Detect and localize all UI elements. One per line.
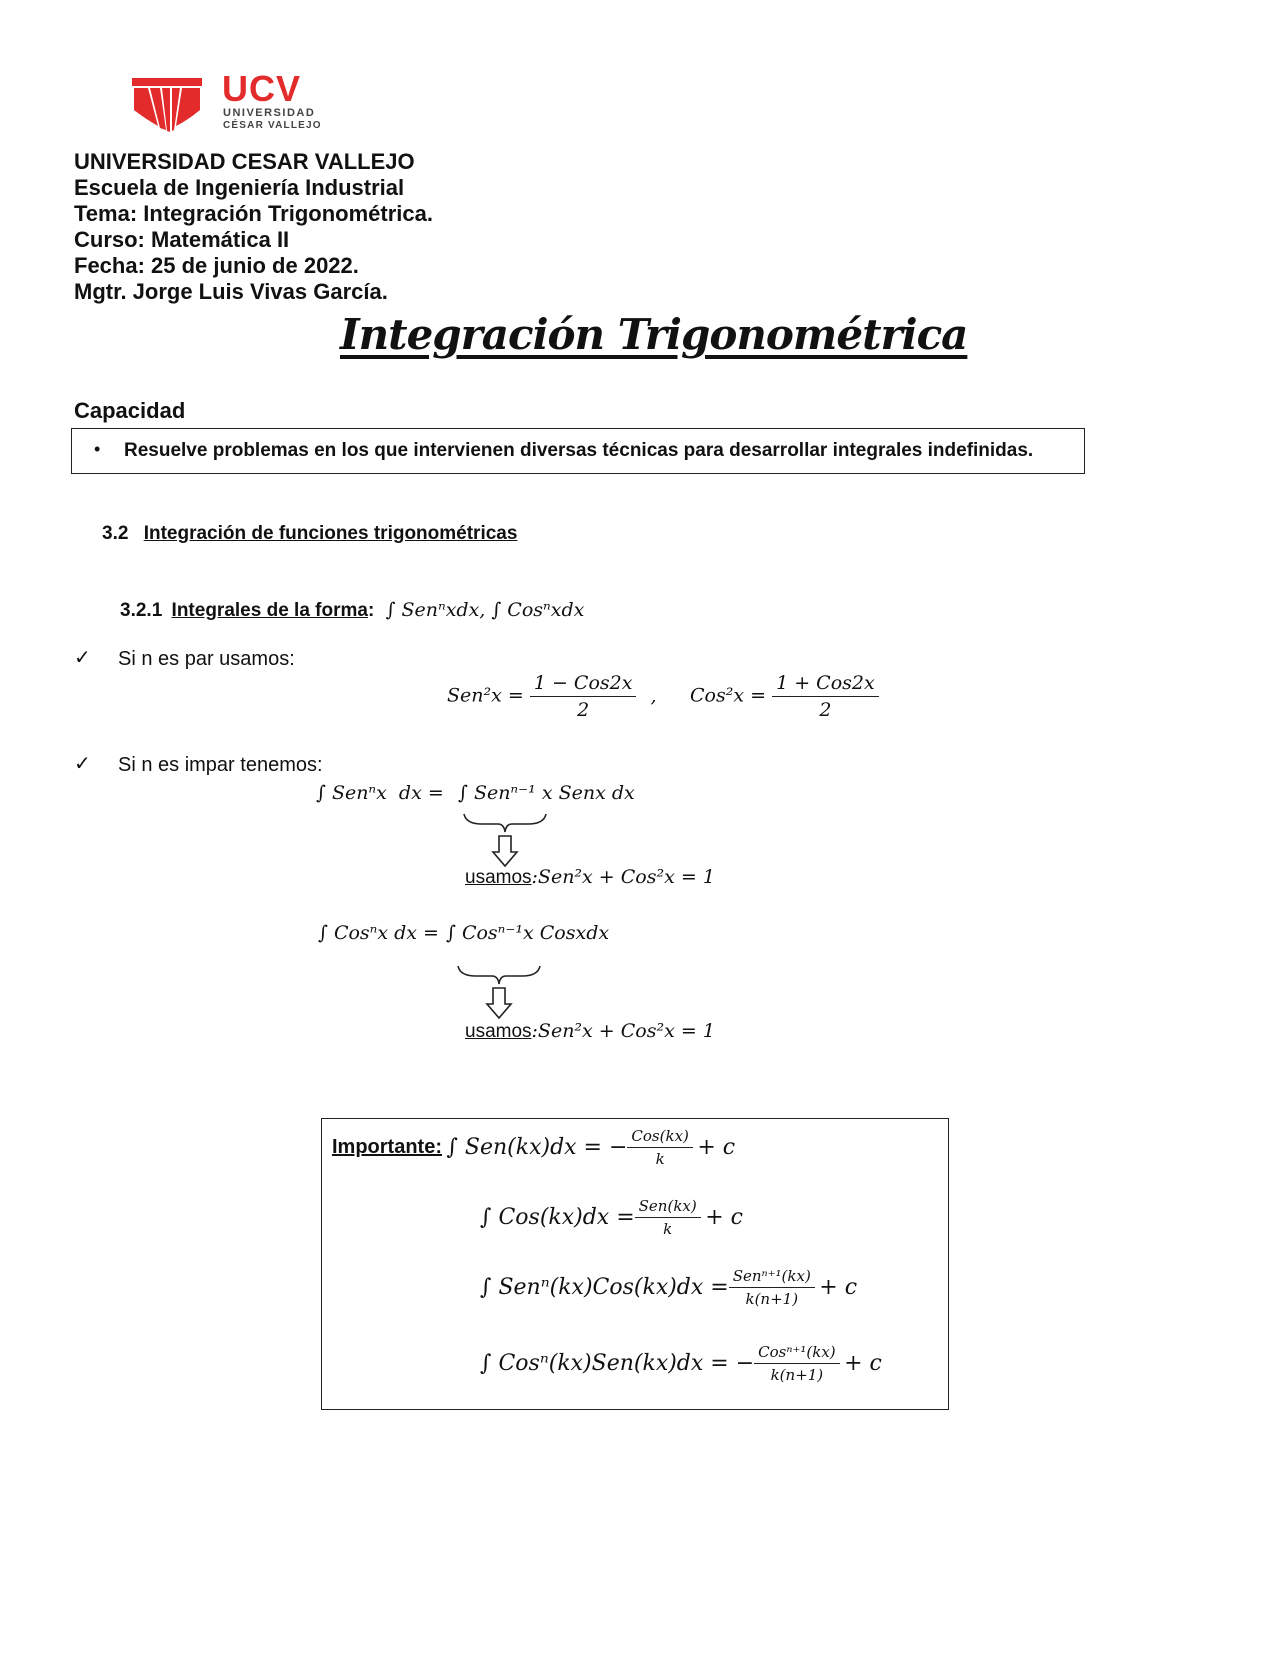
even-case-text: Si n es par usamos:: [118, 648, 295, 670]
odd-case-text: Si n es impar tenemos:: [118, 754, 323, 776]
brace-arrow-icon: [462, 812, 548, 870]
f3-fraction: [729, 1267, 815, 1308]
capacity-box: [71, 428, 1085, 474]
university-name: UNIVERSIDAD CESAR VALLEJO: [74, 149, 415, 174]
important-box: [321, 1118, 949, 1410]
logo-abbr: UCV: [222, 68, 302, 109]
f1-fraction: [627, 1127, 692, 1168]
f2-numerator: Sen(kx): [635, 1197, 701, 1218]
subsection-colon: :: [367, 600, 375, 621]
subsection-title: Integrales de la forma: [171, 600, 368, 621]
cos-squared-denominator: 2: [819, 699, 832, 721]
f3-denominator: k(n+1): [745, 1290, 799, 1308]
important-formula-4: [480, 1343, 882, 1384]
section-heading: [102, 523, 517, 545]
ucv-logo: [130, 68, 330, 136]
f3-lhs: ∫ Senⁿ(kx)Cos(kx)dx =: [480, 1275, 729, 1300]
important-label: Importante:: [332, 1136, 442, 1158]
f1-denominator: k: [655, 1150, 665, 1168]
check-icon: ✓: [74, 753, 91, 775]
f2-tail: + c: [705, 1205, 743, 1230]
usamos-identity-1: [465, 866, 715, 889]
odd-cos-lhs: ∫ Cosⁿx dx =: [318, 922, 439, 944]
cos-squared-numerator: 1 + Cos2x: [772, 672, 879, 697]
important-formula-2: [480, 1197, 743, 1238]
ucv-shield-icon: [130, 74, 204, 134]
subsection-heading: [120, 599, 584, 622]
brace-arrow-icon: [456, 964, 542, 1022]
f4-fraction: [754, 1343, 839, 1384]
capacity-text: Resuelve problemas en los que intervienen diversas técnicas para desarrollar integrales indefinidas.: [124, 440, 1034, 461]
subsection-formula: ∫ Senⁿxdx, ∫ Cosⁿxdx: [385, 599, 585, 621]
important-formula-1: [332, 1127, 735, 1168]
sen-squared-formula: [447, 672, 657, 721]
odd-sen-rhs: ∫ Senⁿ⁻¹ x Senx dx: [458, 782, 635, 804]
course-line: Curso: Matemática II: [74, 227, 290, 252]
topic-line: Tema: Integración Trigonométrica.: [74, 201, 433, 226]
f2-lhs: ∫ Cos(kx)dx =: [480, 1205, 635, 1230]
f4-numerator: Cosⁿ⁺¹(kx): [754, 1343, 839, 1364]
bullet-icon: •: [94, 439, 101, 459]
section-number: 3.2: [102, 523, 129, 544]
formula-comma: ,: [650, 684, 657, 707]
section-title: Integración de funciones trigonométricas: [143, 523, 518, 544]
f3-tail: + c: [819, 1275, 858, 1300]
page-title: Integración Trigonométrica: [340, 310, 968, 359]
f3-numerator: Senⁿ⁺¹(kx): [729, 1267, 815, 1288]
f2-fraction: [635, 1197, 701, 1238]
usamos-label: usamos: [465, 867, 532, 888]
f2-denominator: k: [663, 1220, 673, 1238]
cos-squared-lhs: Cos²x =: [690, 684, 767, 707]
identity-formula: :Sen²x + Cos²x = 1: [531, 866, 715, 888]
subsection-number: 3.2.1: [120, 600, 163, 621]
f1-lhs: ∫ Sen(kx)dx = −: [446, 1135, 628, 1160]
logo-line1: UNIVERSIDAD: [223, 107, 316, 119]
logo-line2: CÉSAR VALLEJO: [223, 120, 322, 131]
check-icon: ✓: [74, 647, 91, 669]
usamos-label: usamos: [465, 1021, 532, 1042]
cos-squared-fraction: [772, 672, 879, 721]
odd-cos-rhs: ∫ Cosⁿ⁻¹x Cosxdx: [446, 922, 610, 944]
f1-numerator: Cos(kx): [627, 1127, 692, 1148]
f4-denominator: k(n+1): [770, 1366, 824, 1384]
cos-squared-formula: [690, 672, 879, 721]
sen-squared-numerator: 1 − Cos2x: [530, 672, 637, 697]
date-line: Fecha: 25 de junio de 2022.: [74, 253, 359, 278]
important-formula-3: [480, 1267, 857, 1308]
identity-formula: :Sen²x + Cos²x = 1: [531, 1020, 715, 1042]
f1-tail: + c: [697, 1135, 736, 1160]
sen-squared-denominator: 2: [577, 699, 590, 721]
odd-sen-lhs: ∫ Senⁿx dx =: [316, 782, 444, 804]
sen-squared-lhs: Sen²x =: [447, 684, 524, 707]
school-name: Escuela de Ingeniería Industrial: [74, 175, 405, 200]
capacity-heading: Capacidad: [74, 398, 186, 423]
usamos-identity-2: [465, 1020, 715, 1043]
sen-squared-fraction: [530, 672, 637, 721]
teacher-line: Mgtr. Jorge Luis Vivas García.: [74, 279, 388, 304]
f4-tail: + c: [844, 1351, 882, 1376]
f4-lhs: ∫ Cosⁿ(kx)Sen(kx)dx = −: [480, 1351, 755, 1376]
